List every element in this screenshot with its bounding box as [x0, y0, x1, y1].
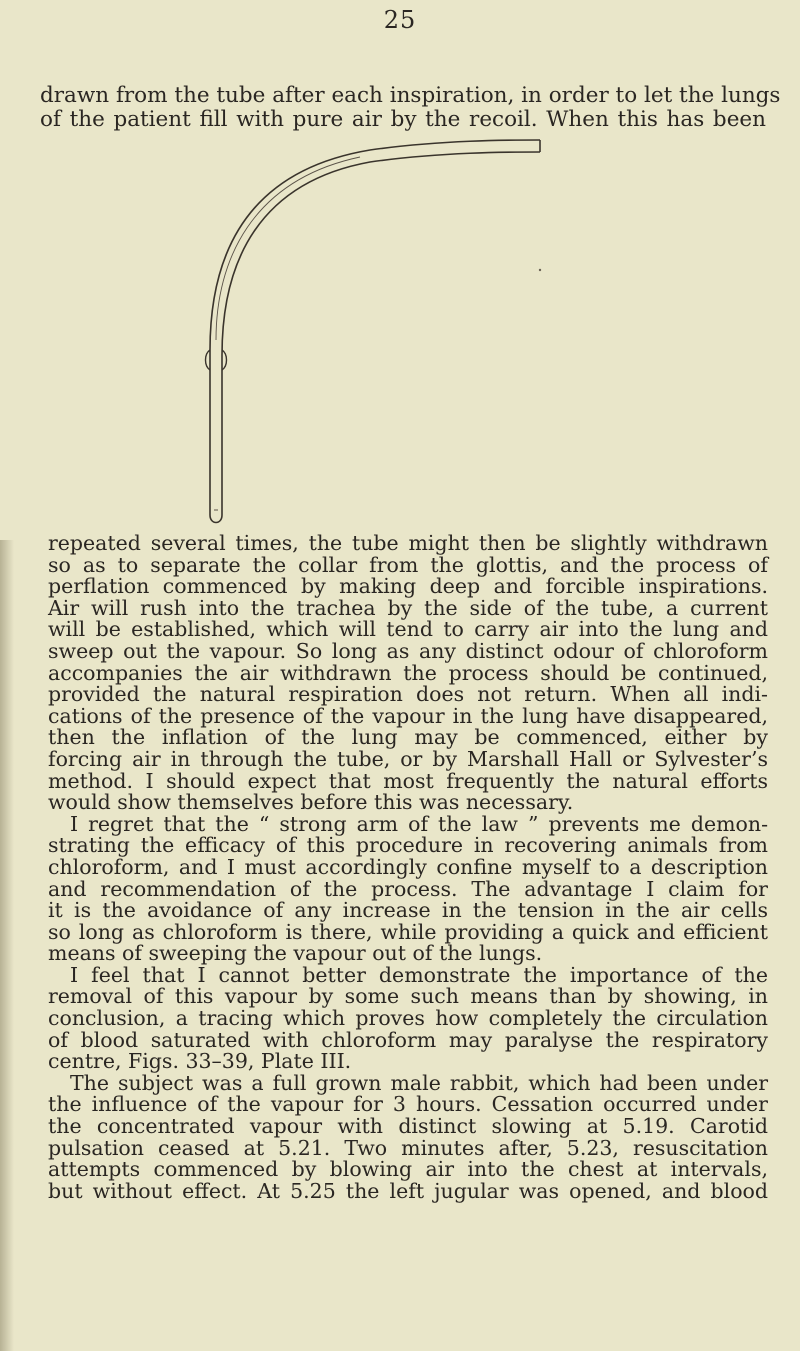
text-line: drawn from the tube after each inspiration, in order to let the lungs — [40, 83, 781, 108]
bent-tube-figure — [190, 130, 570, 530]
text-line: sweep out the vapour. So long as any distinct odour of chloroform — [48, 638, 768, 663]
text-line: and recommendation of the process. The advantage I claim for — [48, 876, 768, 901]
text-line: of the patient fill with pure air by the recoil. When this has been — [40, 106, 766, 132]
text-line: perflation commenced by making deep and forcible inspirations. — [48, 574, 768, 599]
text-line: then the inflation of the lung may be commenced, either by — [48, 725, 768, 750]
text-line: provided the natural respiration does not return. When all indi- — [48, 682, 768, 707]
text-line: Air will rush into the trachea by the side of the tube, a current — [48, 595, 768, 620]
text-line: method. I should expect that most frequently the natural efforts — [48, 768, 768, 793]
text-line: The subject was a full grown male rabbit, which had been under — [70, 1070, 768, 1095]
text-line: I feel that I cannot better demonstrate the importance of the — [70, 962, 768, 987]
text-line: accompanies the air withdrawn the process should be continued, — [48, 660, 768, 685]
text-line: will be established, which will tend to carry air into the lung and — [48, 617, 768, 642]
bent-tube-illustration — [190, 130, 570, 530]
body-text — [48, 533, 768, 1202]
text-line: cations of the presence of the vapour in the lung have disappeared, — [48, 703, 768, 728]
text-line: centre, Figs. 33–39, Plate III. — [48, 1049, 352, 1074]
text-line: it is the avoidance of any increase in the tension in the air cells — [48, 898, 768, 923]
text-line: chloroform, and I must accordingly confine myself to a description — [48, 854, 768, 879]
text-line: would show themselves before this was necessary. — [48, 790, 574, 815]
text-line: of blood saturated with chloroform may paralyse the respiratory — [48, 1027, 768, 1052]
text-line: removal of this vapour by some such means than by showing, in — [48, 984, 768, 1009]
text-line: forcing air in through the tube, or by Marshall Hall or Sylvester’s — [48, 746, 768, 771]
text-line: the influence of the vapour for 3 hours. Cessation occurred under — [48, 1092, 768, 1117]
page-number: 25 — [383, 6, 417, 34]
text-line: repeated several times, the tube might then be slightly withdrawn — [48, 531, 768, 555]
text-line: the concentrated vapour with distinct slowing at 5.19. Carotid — [48, 1114, 768, 1139]
text-line: means of sweeping the vapour out of the lungs. — [48, 941, 543, 966]
text-line: so as to separate the collar from the glottis, and the process of — [48, 552, 768, 577]
text-line: conclusion, a tracing which proves how completely the circulation — [48, 1006, 768, 1031]
intro-paragraph — [40, 83, 781, 132]
text-line: strating the efficacy of this procedure in recovering animals from — [48, 833, 768, 858]
text-line: but without effect. At 5.25 the left jugular was opened, and blood — [48, 1178, 768, 1203]
text-line: attempts commenced by blowing air into the chest at intervals, — [48, 1157, 768, 1182]
text-line: I regret that the “ strong arm of the law ” prevents me demon- — [70, 811, 768, 836]
page-edge-shadow — [0, 540, 14, 1351]
text-line: so long as chloroform is there, while providing a quick and efficient — [48, 919, 768, 944]
text-line: pulsation ceased at 5.21. Two minutes after, 5.23, resuscitation — [48, 1135, 768, 1160]
